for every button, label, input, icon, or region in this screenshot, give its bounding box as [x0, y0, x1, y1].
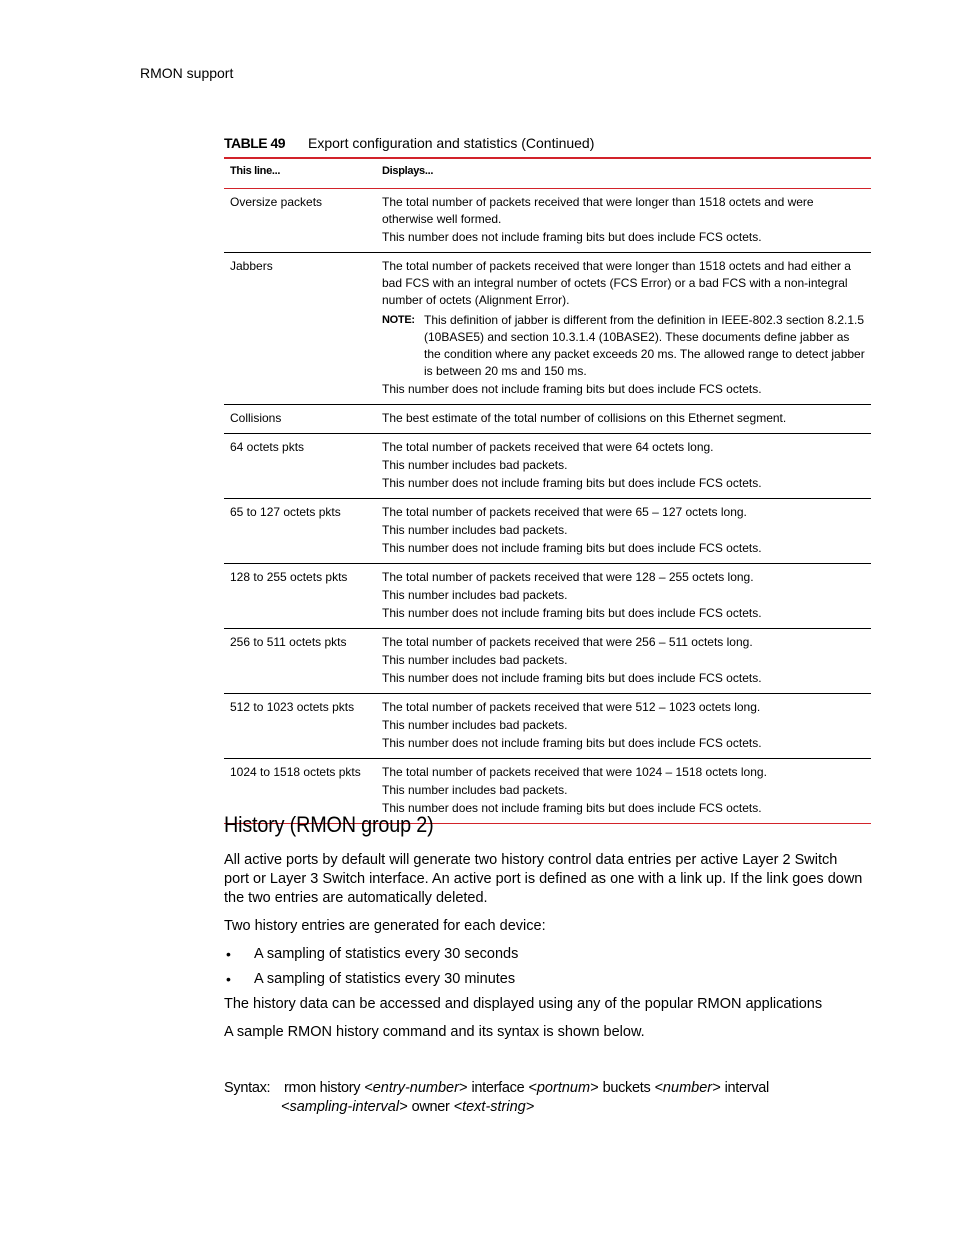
description-line: This number does not include framing bits but does include FCS octets. — [382, 541, 762, 555]
description-line: This number includes bad packets. — [382, 653, 568, 667]
row-description — [376, 253, 871, 405]
row-description — [376, 759, 871, 824]
paragraph-sample: A sample RMON history command and its syntax is shown below. — [224, 1024, 645, 1040]
row-term: 1024 to 1518 octets pkts — [224, 759, 376, 824]
row-description — [376, 564, 871, 629]
description-line: The total number of packets received that were 65 – 127 octets long. — [382, 505, 747, 519]
row-description — [376, 499, 871, 564]
syntax-argument: <sampling-interval> — [281, 1099, 408, 1115]
syntax-keyword: rmon history — [284, 1080, 361, 1096]
syntax-argument: <number> — [654, 1080, 721, 1096]
row-term: 256 to 511 octets pkts — [224, 629, 376, 694]
list-item-text: A sampling of statistics every 30 seconds — [254, 946, 519, 962]
table-row — [224, 434, 871, 499]
list-item — [224, 970, 515, 989]
table-row — [224, 253, 871, 405]
table-row — [224, 694, 871, 759]
description-line: This number includes bad packets. — [382, 588, 568, 602]
table-row — [224, 189, 871, 253]
description-line: The total number of packets received that were longer than 1518 octets and were otherwise well formed. — [382, 195, 814, 226]
statistics-table — [224, 157, 871, 824]
row-description — [376, 629, 871, 694]
description-line: This number does not include framing bits but does include FCS octets. — [382, 382, 762, 396]
syntax-keyword: interface — [471, 1080, 525, 1096]
description-line: This number does not include framing bits but does include FCS octets. — [382, 476, 762, 490]
syntax-keyword: interval — [724, 1080, 769, 1096]
row-term: 65 to 127 octets pkts — [224, 499, 376, 564]
bullet-icon: • — [226, 971, 231, 987]
description-line: The total number of packets received that were 1024 – 1518 octets long. — [382, 765, 767, 779]
column-header-line: This line... — [224, 158, 376, 189]
syntax-argument: <portnum> — [528, 1080, 599, 1096]
syntax-argument: <text-string> — [453, 1099, 535, 1115]
syntax-keyword: buckets — [602, 1080, 651, 1096]
description-line: This number does not include framing bits but does include FCS octets. — [382, 230, 762, 244]
table-body — [224, 189, 871, 824]
description-line: This number includes bad packets. — [382, 783, 568, 797]
description-line: The total number of packets received that were 512 – 1023 octets long. — [382, 700, 761, 714]
syntax-block — [224, 1079, 864, 1117]
row-term: Jabbers — [224, 253, 376, 405]
description-line: This number does not include framing bits but does include FCS octets. — [382, 801, 762, 815]
note-text: This definition of jabber is different from the definition in IEEE-802.3 section 8.2.1.5 (10BASE5) and section 10.3.1.4 (10BASE2). These documents define jabber as the condition where any packet exceeds 20 ms. The allowed range to detect jabber is between 20 ms and 150 ms. — [424, 313, 865, 378]
description-line: This number includes bad packets. — [382, 458, 568, 472]
description-line: This number includes bad packets. — [382, 523, 568, 537]
row-term: Collisions — [224, 405, 376, 434]
list-item — [224, 945, 518, 964]
section-title: History (RMON group 2) — [224, 812, 434, 837]
row-description — [376, 405, 871, 434]
note-label: NOTE: — [382, 314, 415, 326]
description-line: This number includes bad packets. — [382, 718, 568, 732]
table-row — [224, 405, 871, 434]
row-term: 64 octets pkts — [224, 434, 376, 499]
table-caption-text: Export configuration and statistics (Continued) — [308, 135, 595, 151]
description-line: This number does not include framing bits but does include FCS octets. — [382, 671, 762, 685]
syntax-label: Syntax: — [224, 1080, 271, 1096]
bullet-icon: • — [226, 946, 231, 962]
syntax-argument: <entry-number> — [364, 1080, 468, 1096]
table-caption — [224, 135, 871, 151]
note — [382, 312, 865, 380]
table-row — [224, 564, 871, 629]
description-line: The best estimate of the total number of collisions on this Ethernet segment. — [382, 411, 787, 425]
list-item-text: A sampling of statistics every 30 minutes — [254, 971, 516, 987]
row-term: Oversize packets — [224, 189, 376, 253]
row-description — [376, 189, 871, 253]
description-line: This number does not include framing bits but does include FCS octets. — [382, 606, 762, 620]
row-description — [376, 434, 871, 499]
paragraph-intro: All active ports by default will generate two history control data entries per active Layer 2 Switch port or Layer 3 Switch interface. An active port is defined as one with a link up. If the link goes down the two entries are automatically deleted. — [224, 852, 863, 906]
running-header: RMON support — [140, 65, 234, 81]
paragraph-history-entries: Two history entries are generated for each device: — [224, 918, 546, 934]
description-line: The total number of packets received that were longer than 1518 octets and had either a bad FCS with an integral number of octets (FCS Error) or a bad FCS with a non-integral number of octets (Alignment Error). — [382, 259, 851, 307]
table-row — [224, 499, 871, 564]
row-term: 128 to 255 octets pkts — [224, 564, 376, 629]
column-header-displays: Displays... — [376, 158, 871, 189]
row-term: 512 to 1023 octets pkts — [224, 694, 376, 759]
row-description — [376, 694, 871, 759]
table-label: TABLE 49 — [224, 135, 286, 151]
description-line: The total number of packets received that were 128 – 255 octets long. — [382, 570, 754, 584]
description-line: This number does not include framing bits but does include FCS octets. — [382, 736, 762, 750]
description-line: The total number of packets received that were 256 – 511 octets long. — [382, 635, 753, 649]
syntax-keyword: owner — [411, 1099, 450, 1115]
paragraph-access: The history data can be accessed and displayed using any of the popular RMON applications — [224, 996, 823, 1012]
description-line: The total number of packets received that were 64 octets long. — [382, 440, 714, 454]
table-row — [224, 629, 871, 694]
